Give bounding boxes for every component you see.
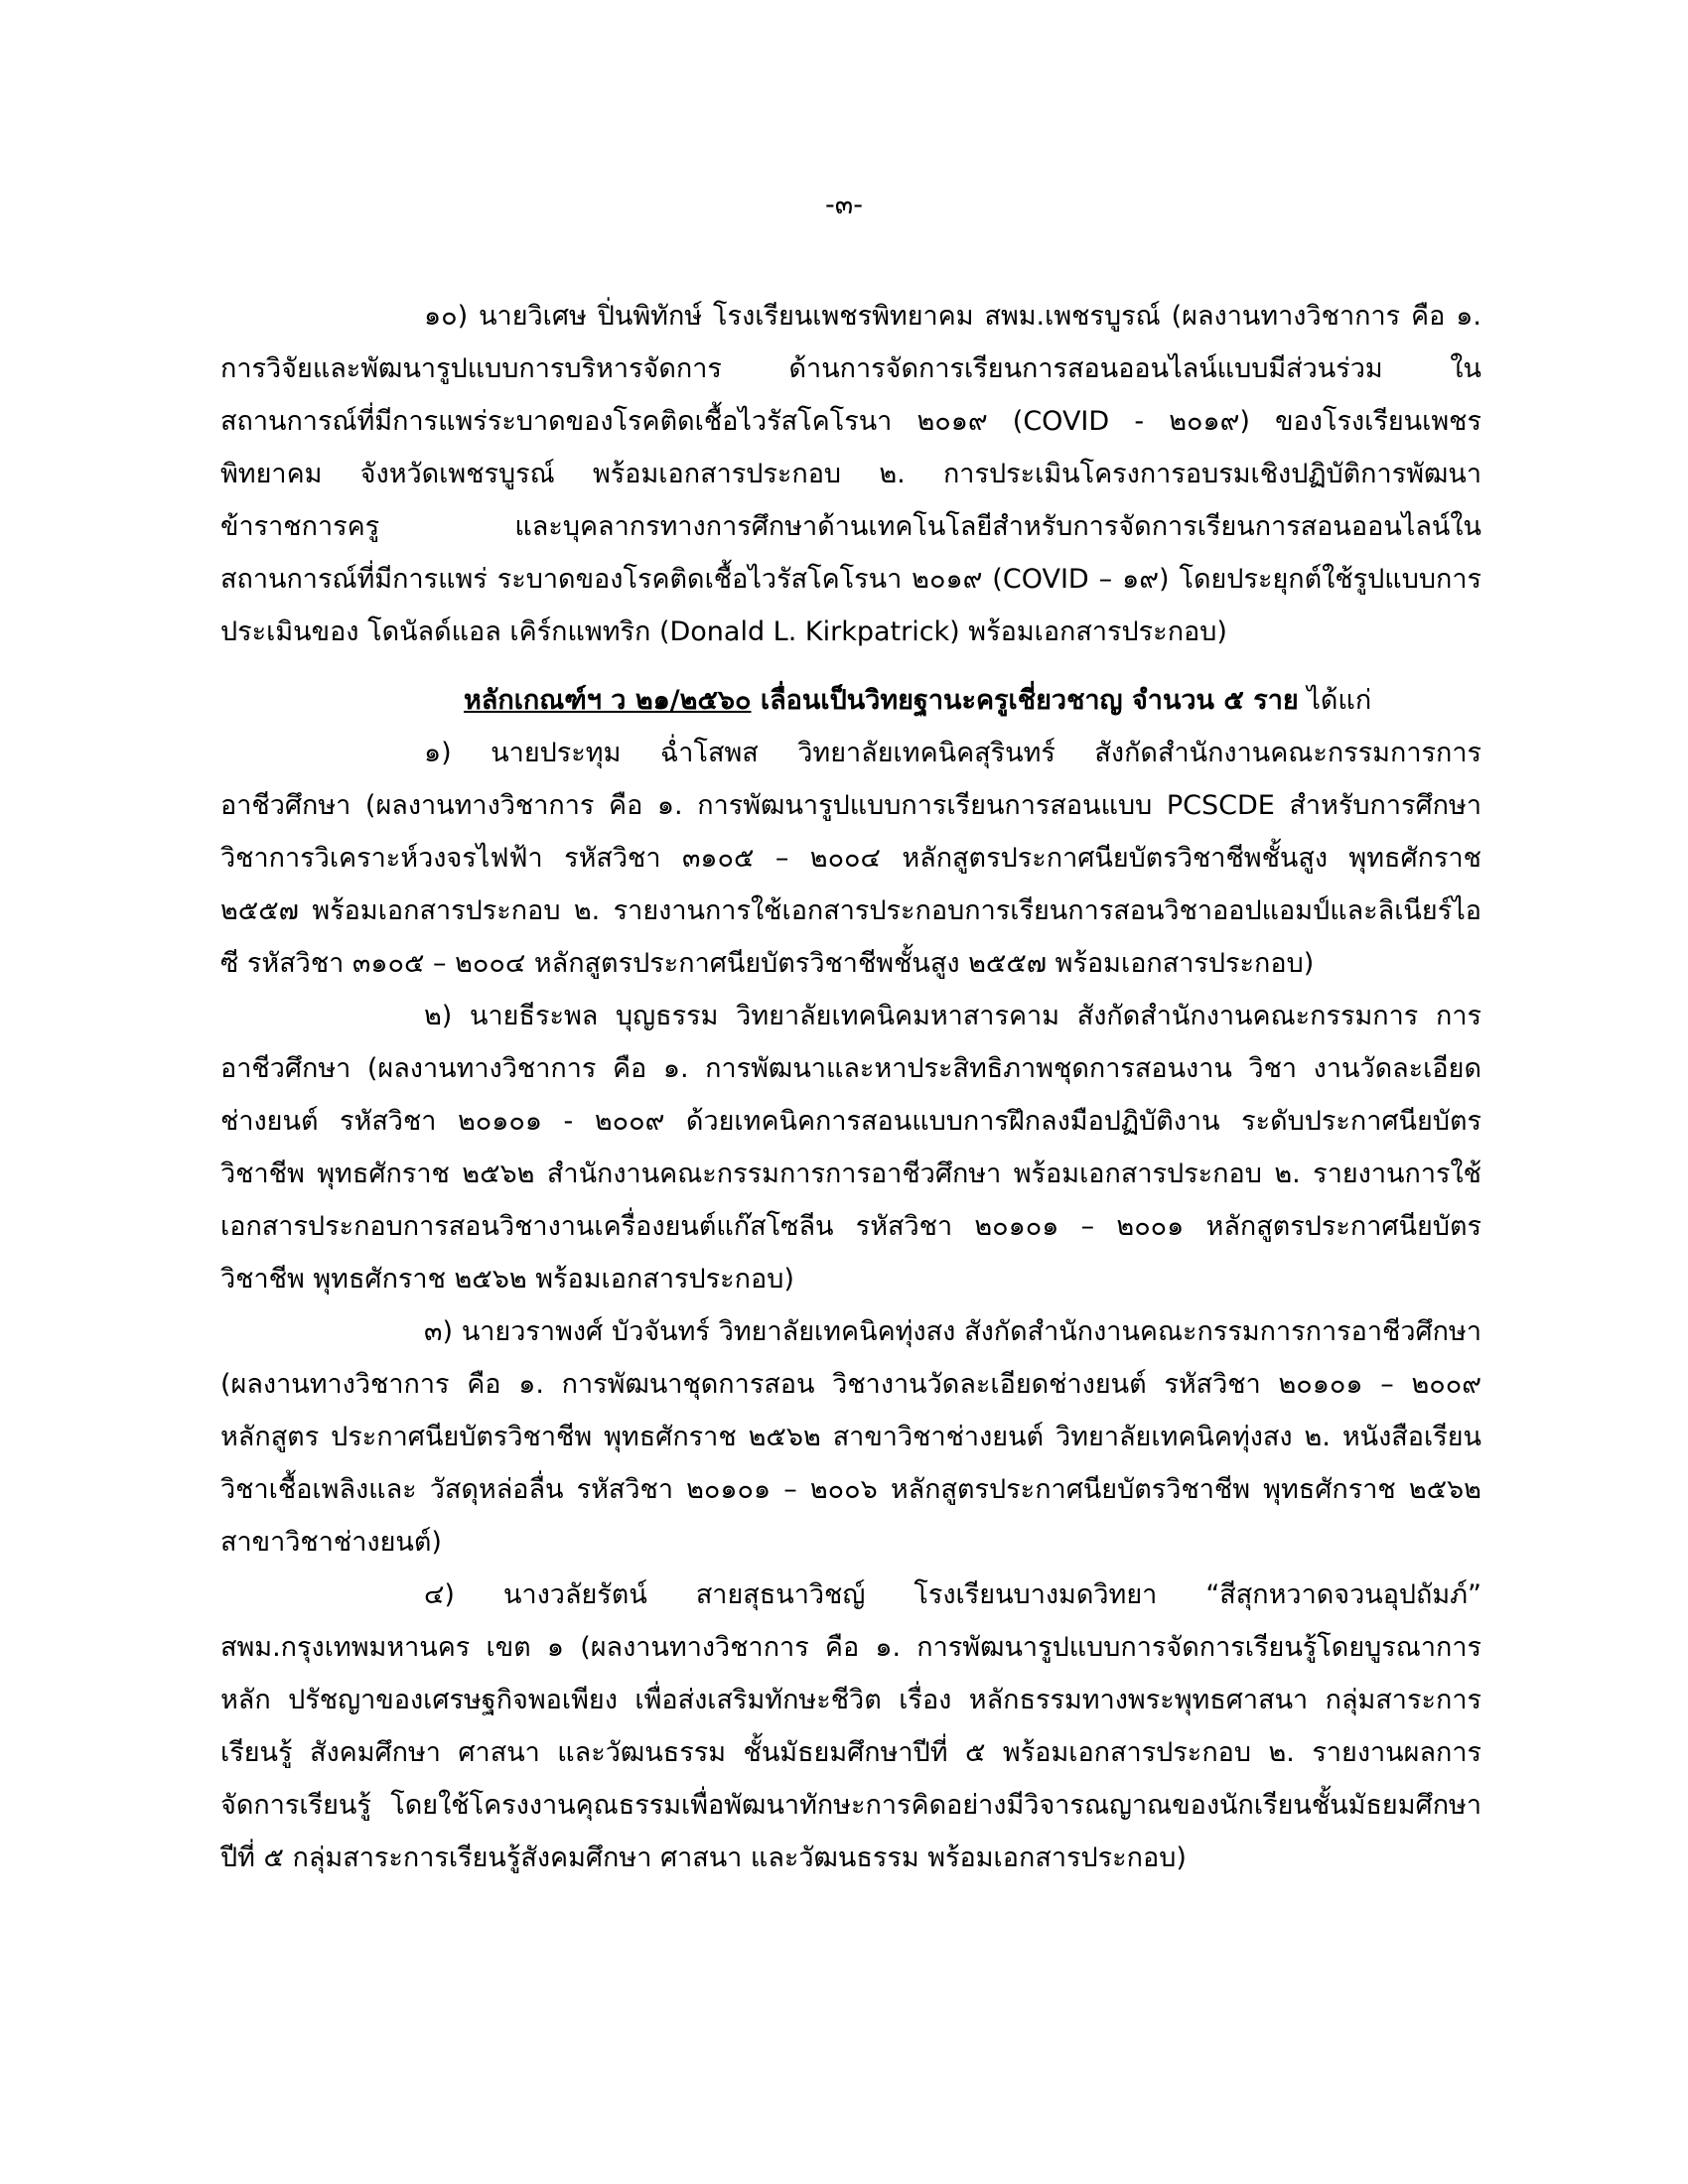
paragraph-item-10: ๑๐) นายวิเศษ ปิ่นพิทักษ์ โรงเรียนเพชรพิทยาคม สพม.เพชรบูรณ์ (ผลงานทางวิชาการ คือ ๑. การวิจัยและพัฒนารูปแบบการบริหารจัดการ ด้านการจัดการเรียนการสอนออนไลน์แบบมีส่วนร่วม ในสถานการณ์ที่มีการแพร่ระบาดของโรคติดเชื้อไวรัสโคโรนา ๒๐๑๙ (COVID - ๒๐๑๙) ของโรงเรียนเพชรพิทยาคม จังหวัดเพชรบูรณ์ พร้อมเอกสารประกอบ ๒. การประเมินโครงการอบรมเชิงปฏิบัติการพัฒนาข้าราชการครู และบุคลากรทางการศึกษาด้านเทคโนโลยีสำหรับการจัดการเรียนการสอนออนไลน์ในสถานการณ์ที่มีการแพร่ ระบาดของโรคติดเชื้อไวรัสโคโรนา ๒๐๑๙ (COVID – ๑๙) โดยประยุกต์ใช้รูปแบบการประเมินของ โดนัลด์แอล เคิร์กแพทริก (Donald L. Kirkpatrick) พร้อมเอกสารประกอบ) (220, 301, 1481, 647)
criteria-reference: หลักเกณฑ์ฯ ว ๒๑/๒๕๖๐ (464, 685, 752, 716)
document-body (220, 290, 1481, 1884)
criteria-tail: ได้แก่ (1298, 685, 1372, 716)
criteria-item-3: ๓) นายวราพงศ์ บัวจันทร์ วิทยาลัยเทคนิคทุ่งสง สังกัดสำนักงานคณะกรรมการการอาชีวศึกษา (ผลงานทางวิชาการ คือ ๑. การพัฒนาชุดการสอน วิชางานวัดละเอียดช่างยนต์ รหัสวิชา ๒๐๑๐๑ – ๒๐๐๙ หลักสูตร ประกาศนียบัตรวิชาชีพ พุทธศักราช ๒๕๖๒ สาขาวิชาช่างยนต์ วิทยาลัยเทคนิคทุ่งสง ๒. หนังสือเรียนวิชาเชื้อเพลิงและ วัสดุหล่อลื่น รหัสวิชา ๒๐๑๐๑ – ๒๐๐๖ หลักสูตรประกาศนียบัตรวิชาชีพ พุทธศักราช ๒๕๖๒ สาขาวิชาช่างยนต์) (220, 1316, 1481, 1558)
page-number: -๓- (825, 190, 863, 220)
criteria-item-2: ๒) นายธีระพล บุญธรรม วิทยาลัยเทคนิคมหาสารคาม สังกัดสำนักงานคณะกรรมการ การอาชีวศึกษา (ผลงานทางวิชาการ คือ ๑. การพัฒนาและหาประสิทธิภาพชุดการสอนงาน วิชา งานวัดละเอียด ช่างยนต์ รหัสวิชา ๒๐๑๐๑ - ๒๐๐๙ ด้วยเทคนิคการสอนแบบการฝึกลงมือปฏิบัติงาน ระดับประกาศนียบัตร วิชาชีพ พุทธศักราช ๒๕๖๒ สำนักงานคณะกรรมการการอาชีวศึกษา พร้อมเอกสารประกอบ ๒. รายงานการใช้ เอกสารประกอบการสอนวิชางานเครื่องยนต์แก๊สโซลีน รหัสวิชา ๒๐๑๐๑ – ๒๐๐๑ หลักสูตรประกาศนียบัตร วิชาชีพ พุทธศักราช ๒๕๖๒ พร้อมเอกสารประกอบ) (220, 1001, 1481, 1295)
criteria-heading (220, 674, 1481, 727)
spacer (220, 658, 1481, 672)
criteria-title: เลื่อนเป็นวิทยฐานะครูเชี่ยวชาญ จำนวน ๕ ราย (751, 685, 1299, 716)
criteria-item-1: ๑) นายประทุม ฉ่ำโสพส วิทยาลัยเทคนิคสุรินทร์ สังกัดสำนักงานคณะกรรมการการอาชีวศึกษา (ผลงานทางวิชาการ คือ ๑. การพัฒนารูปแบบการเรียนการสอนแบบ PCSCDE สำหรับการศึกษา วิชาการวิเคราะห์วงจรไฟฟ้า รหัสวิชา ๓๑๐๕ – ๒๐๐๔ หลักสูตรประกาศนียบัตรวิชาชีพชั้นสูง พุทธศักราช ๒๕๕๗ พร้อมเอกสารประกอบ ๒. รายงานการใช้เอกสารประกอบการเรียนการสอนวิชาออปแอมป์และลิเนียร์ไอซี รหัสวิชา ๓๑๐๕ – ๒๐๐๔ หลักสูตรประกาศนียบัตรวิชาชีพชั้นสูง ๒๕๕๗ พร้อมเอกสารประกอบ) (220, 738, 1481, 979)
criteria-item-4: ๔) นางวลัยรัตน์ สายสุธนาวิชญ์ โรงเรียนบางมดวิทยา “สีสุกหวาดจวนอุปถัมภ์” สพม.กรุงเทพมหานคร เขต ๑ (ผลงานทางวิชาการ คือ ๑. การพัฒนารูปแบบการจัดการเรียนรู้โดยบูรณาการหลัก ปรัชญาของเศรษฐกิจพอเพียง เพื่อส่งเสริมทักษะชีวิต เรื่อง หลักธรรมทางพระพุทธศาสนา กลุ่มสาระการเรียนรู้ สังคมศึกษา ศาสนา และวัฒนธรรม ชั้นมัธยมศึกษาปีที่ ๕ พร้อมเอกสารประกอบ ๒. รายงานผลการจัดการเรียนรู้ โดยใช้โครงงานคุณธรรมเพื่อพัฒนาทักษะการคิดอย่างมีวิจารณญาณของนักเรียนชั้นมัธยมศึกษาปีที่ ๕ กลุ่มสาระการเรียนรู้สังคมศึกษา ศาสนา และวัฒนธรรม พร้อมเอกสารประกอบ) (220, 1579, 1481, 1873)
